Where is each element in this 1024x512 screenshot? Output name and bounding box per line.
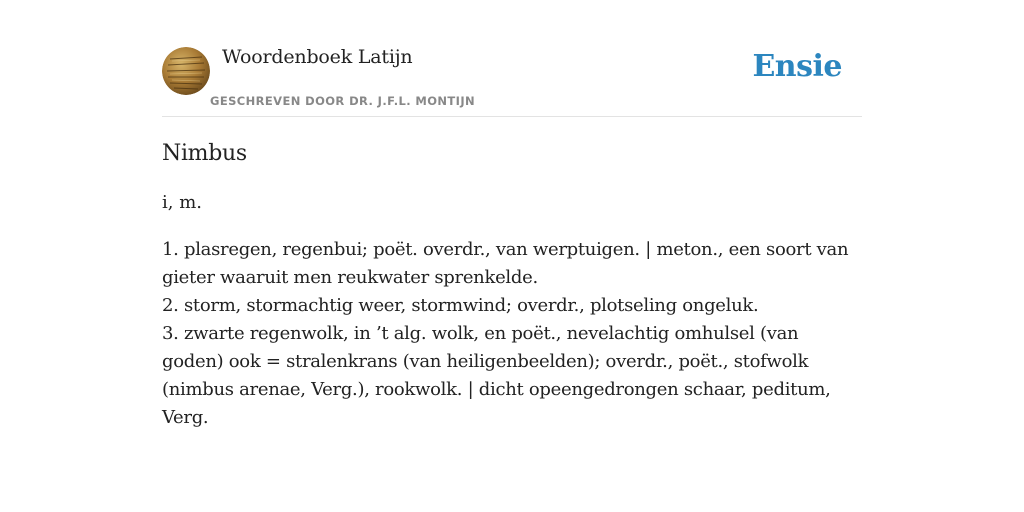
author-byline: GESCHREVEN DOOR DR. J.F.L. MONTIJN (210, 94, 476, 108)
dictionary-title[interactable]: Woordenboek Latijn (222, 46, 413, 68)
definition-3: 3. zwarte regenwolk, in ’t alg. wolk, en poët., nevelachtig omhulsel (van goden) ook = stralenkrans (van heiligenbeelden); overdr., poët., stofwolk (nimbus arenae, Verg.), rookwolk. | dicht opeengedrongen schaar, peditum, Verg. (162, 323, 831, 428)
entry-grammar: i, m. (162, 192, 202, 213)
ensie-logo-link[interactable]: Ensie (752, 49, 842, 84)
entry-headword: Nimbus (162, 141, 247, 166)
entry-definitions (162, 236, 862, 432)
site-header (162, 44, 862, 117)
bronze-inscribed-coin-icon[interactable] (162, 47, 210, 95)
entry-content (162, 138, 862, 432)
definition-1: 1. plasregen, regenbui; poët. overdr., van werptuigen. | meton., een soort van gieter waaruit men reukwater sprenkelde. (162, 239, 849, 288)
definition-2: 2. storm, stormachtig weer, stormwind; overdr., plotseling ongeluk. (162, 295, 759, 316)
